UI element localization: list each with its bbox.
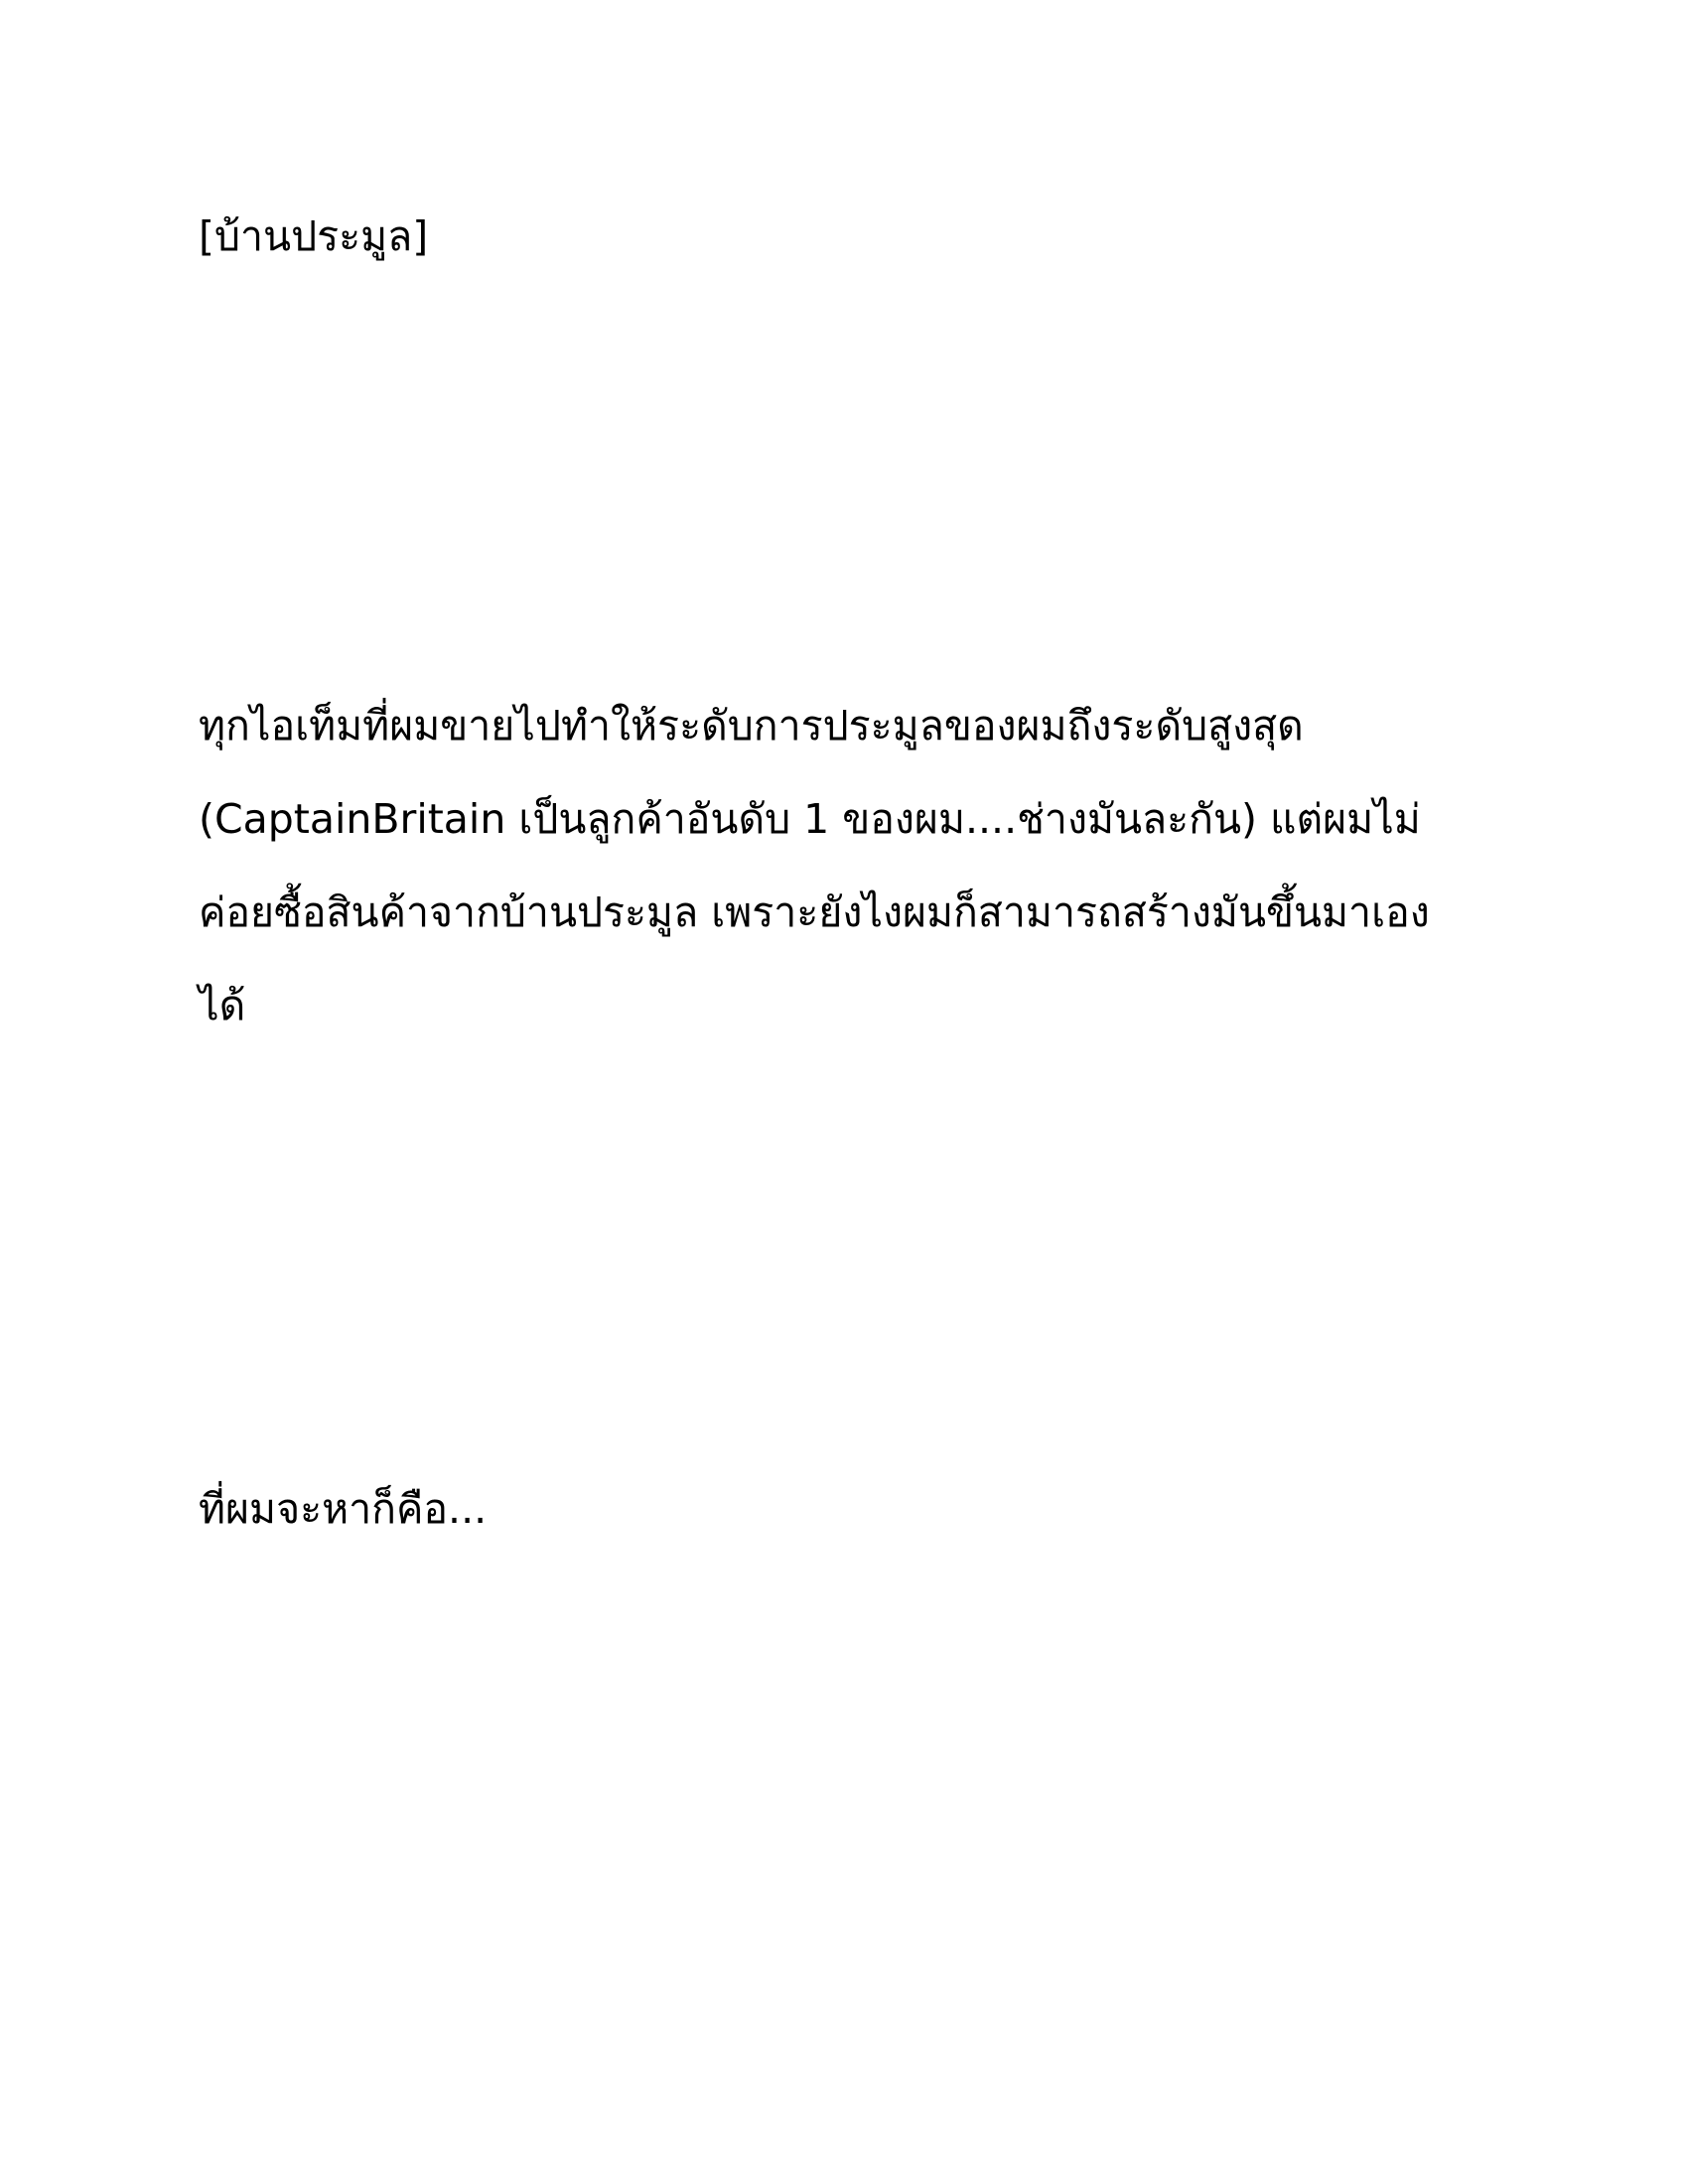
paragraph-line: (CaptainBritain เป็นลูกค้าอันดับ 1 ของผม....ช่างมันละกัน) แต่ผมไม่ — [199, 795, 1421, 843]
closing-line: ที่ผมจะหาก็คือ... — [199, 1485, 488, 1533]
paragraph-line: ได้ — [199, 982, 246, 1029]
section-heading: [บ้านประมูล] — [199, 212, 429, 260]
paragraph-line: ค่อยซื้อสินค้าจากบ้านประมูล เพราะยังไงผมก็สามารถสร้างมันขึ้นมาเอง — [199, 888, 1430, 936]
paragraph-line: ทุกไอเท็มที่ผมขายไปทำให้ระดับการประมูลของผมถึงระดับสูงสุด — [199, 702, 1304, 750]
